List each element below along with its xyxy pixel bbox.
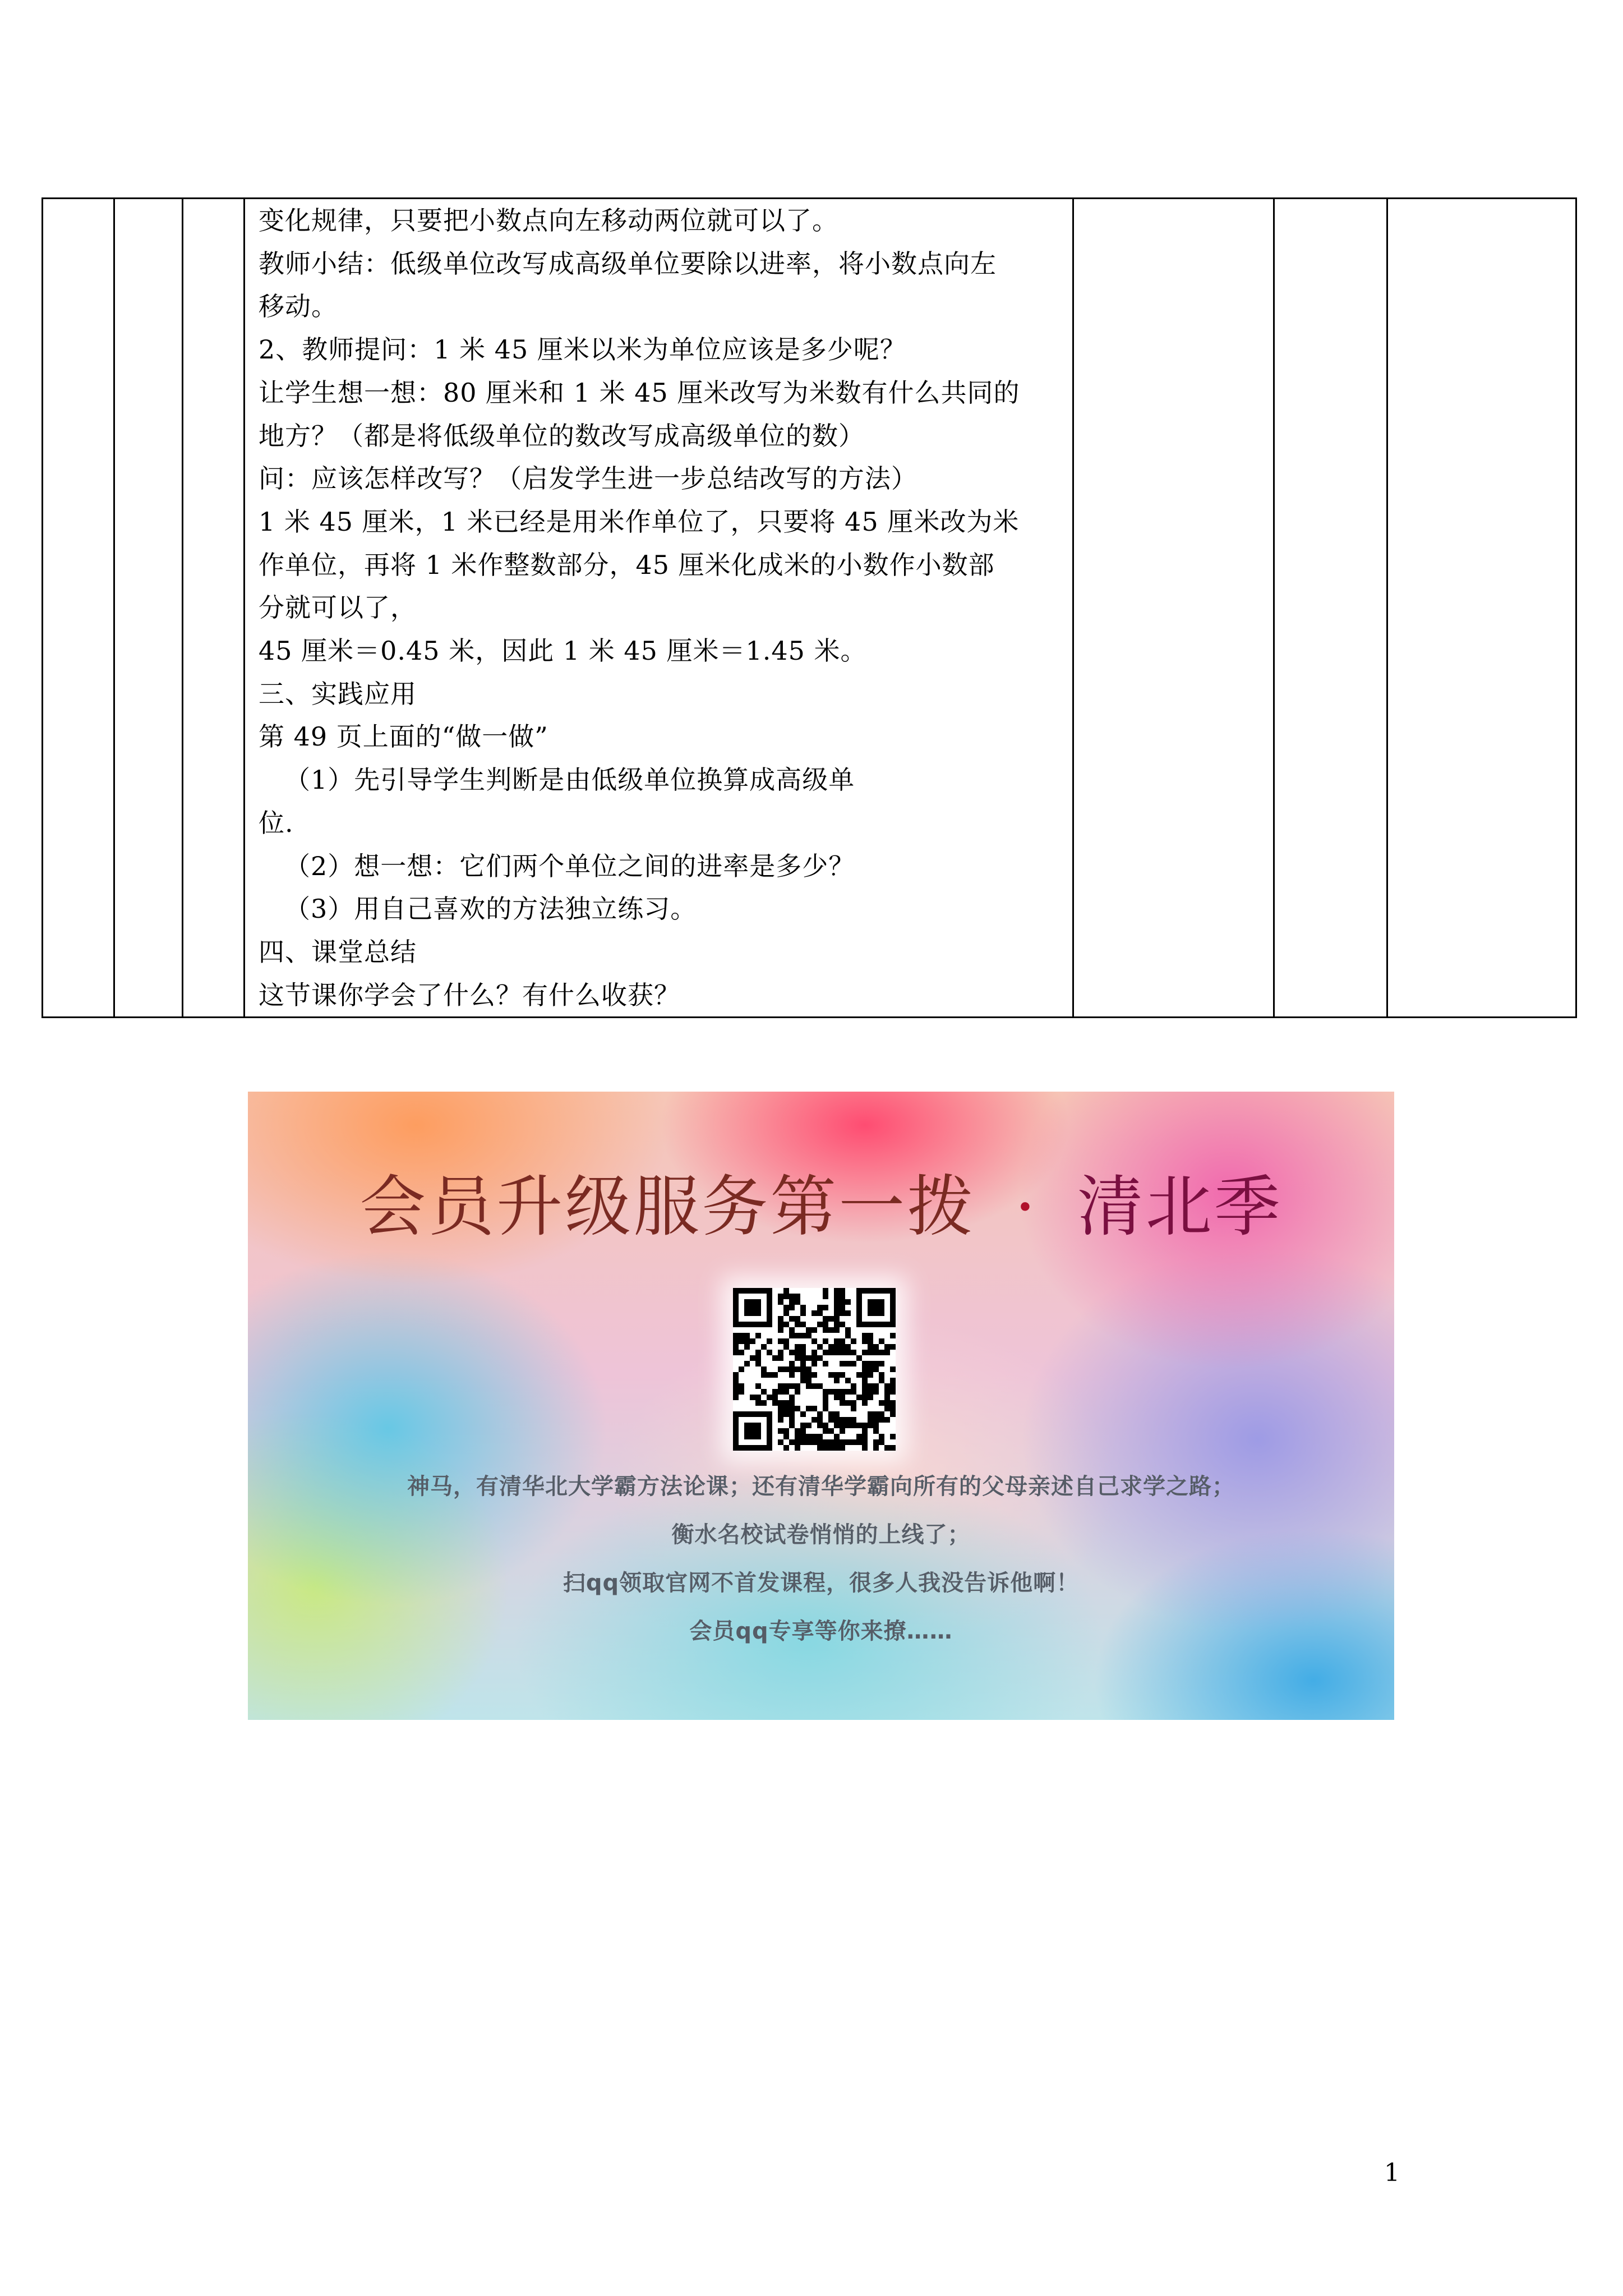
banner-title-separator: ·	[1015, 1168, 1038, 1245]
qr-code-graphic	[733, 1288, 896, 1451]
section-heading-practice: 三、实践应用	[259, 678, 417, 709]
table-row	[43, 199, 1576, 1018]
table-cell-6	[1274, 199, 1387, 1018]
promo-line-3: 扫qq领取官网不首发课程，很多人我没告诉他啊！	[562, 1570, 1080, 1596]
promo-line-2: 衡水名校试卷悄悄的上线了；	[671, 1522, 971, 1548]
table-cell-5	[1073, 199, 1274, 1018]
lesson-line: 分就可以了，	[259, 592, 417, 623]
table-cell-1	[43, 199, 114, 1018]
promo-banner	[248, 1092, 1394, 1720]
lesson-line: 移动。	[259, 291, 338, 322]
banner-title-right: 清北季	[1077, 1168, 1283, 1245]
lesson-line: 这节课你学会了什么？有什么收获？	[259, 979, 680, 1010]
promo-line-4: 会员qq专享等你来撩……	[689, 1618, 953, 1644]
lesson-line: 让学生想一想：80 厘米和 1 米 45 厘米改写为米数有什么共同的	[259, 377, 1020, 408]
table-cell-7	[1387, 199, 1576, 1018]
lesson-line: 位.	[259, 807, 294, 838]
lesson-line: 第 49 页上面的“做一做”	[259, 721, 548, 752]
lesson-content-cell	[245, 199, 1073, 1018]
section-heading-summary: 四、课堂总结	[259, 936, 417, 967]
lesson-line: （2）想一想：它们两个单位之间的进率是多少？	[284, 850, 855, 881]
lesson-line: 2、教师提问：1 米 45 厘米以米为单位应该是多少呢？	[259, 334, 906, 365]
lesson-line: 1 米 45 厘米，1 米已经是用米作单位了，只要将 45 厘米改为米	[259, 506, 1020, 537]
table-cell-3	[183, 199, 245, 1018]
page-number: 1	[1384, 2159, 1400, 2187]
lesson-line: 作单位，再将 1 米作整数部分，45 厘米化成米的小数作小数部	[259, 549, 995, 580]
lesson-line: 问：应该怎样改写？（启发学生进一步总结改写的方法）	[259, 463, 917, 494]
lesson-line: （3）用自己喜欢的方法独立练习。	[284, 894, 697, 924]
promo-line-1: 神马，有清华北大学霸方法论课；还有清华学霸向所有的父母亲述自己求学之路；	[407, 1474, 1235, 1499]
lesson-line: 变化规律，只要把小数点向左移动两位就可以了。	[259, 205, 838, 236]
lesson-table	[42, 197, 1577, 1018]
lesson-line: 教师小结：低级单位改写成高级单位要除以进率，将小数点向左	[259, 248, 997, 279]
table-cell-2	[114, 199, 183, 1018]
banner-title	[248, 1153, 1394, 1249]
lesson-line: 地方？（都是将低级单位的数改写成高级单位的数）	[259, 420, 865, 451]
qr-code-icon[interactable]	[733, 1288, 896, 1451]
lesson-line: （1）先引导学生判断是由低级单位换算成高级单	[284, 765, 855, 795]
banner-title-left: 会员升级服务第一拨	[359, 1168, 976, 1245]
lesson-line: 45 厘米＝0.45 米，因此 1 米 45 厘米＝1.45 米。	[259, 636, 867, 666]
